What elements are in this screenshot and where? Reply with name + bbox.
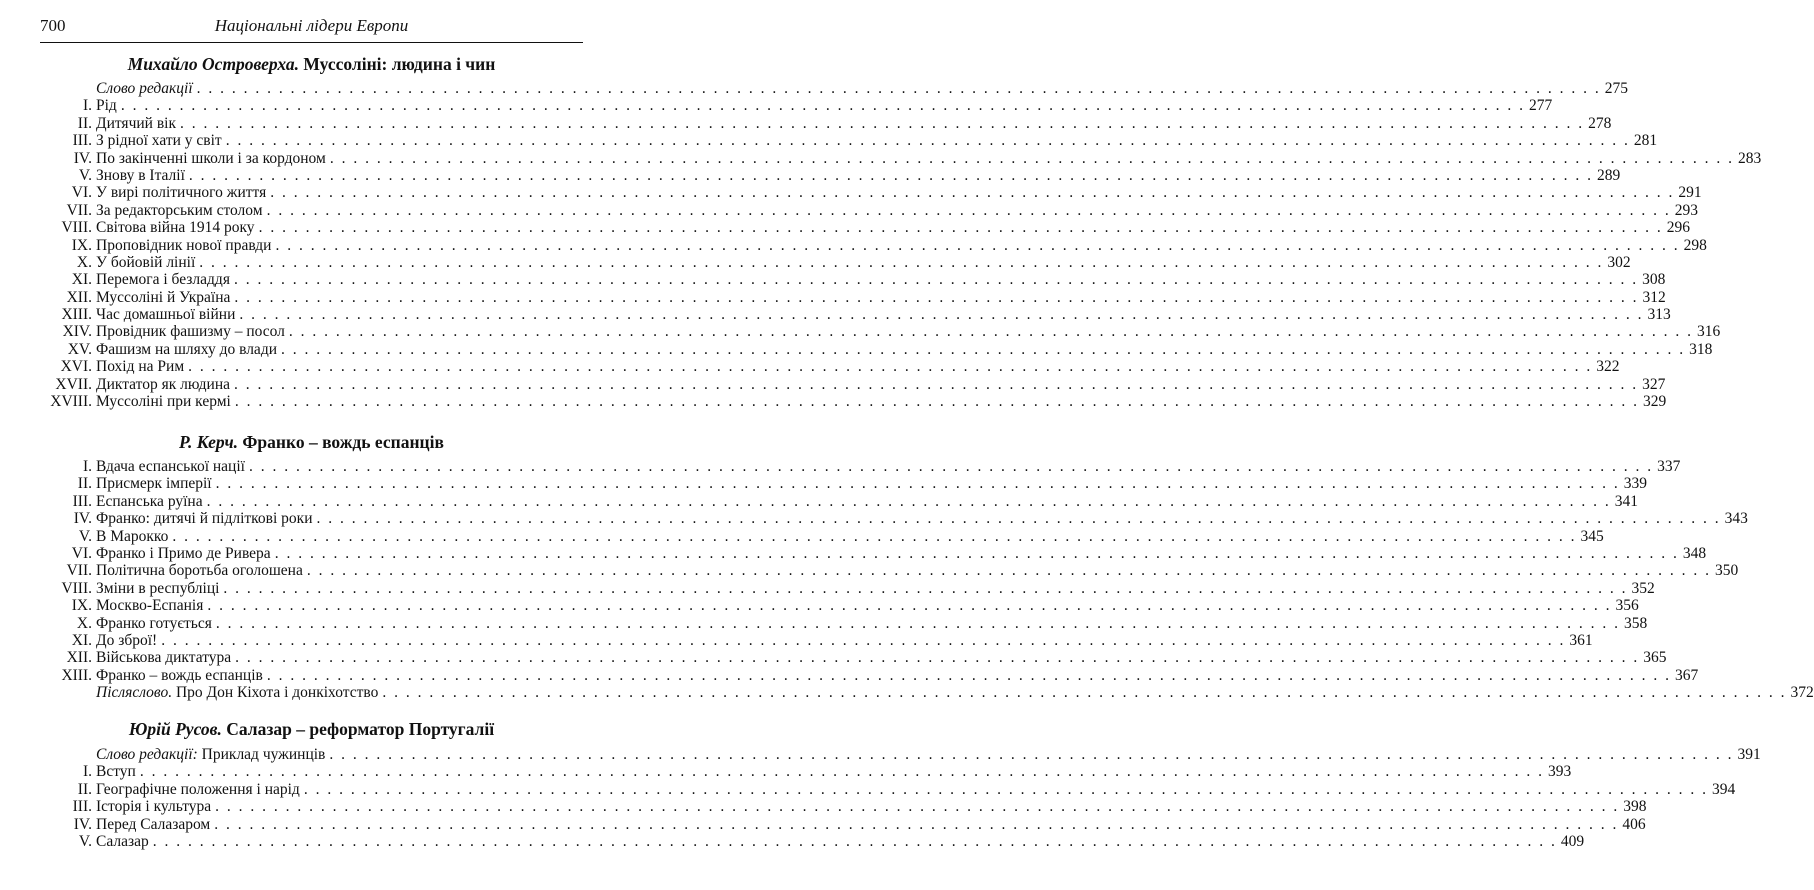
toc-entry-title [96,781,300,798]
toc-entry [40,184,1702,202]
toc-entry-text: Дитячий вік [96,114,176,132]
toc-page-number: 302 [1607,253,1631,271]
toc-entry-text: Муссоліні при кермі [96,393,231,411]
dot-leader: . . . . . . . . . . . . . . . . . . . . . . . . . . . . . . . . . . . . . . . . . . . . . . . . . . . . . . . . . . . . . . . . . . . . . . . . . . . . . . . . . . . . . . . . . . . . . . . . . . . . . . . . . . . . . . . . . . . . . . . . [258,219,1663,237]
toc-entry [40,510,1748,528]
toc-entry [40,579,1655,597]
toc-entry-title [96,597,203,614]
chapter-numeral: VIII. [61,219,92,237]
section-author: Юрій Русов. [128,719,222,739]
toc-entry-text: Перемога і безладдя [96,271,230,289]
toc-entry [40,219,1690,237]
toc-page-number: 329 [1642,393,1667,411]
chapter-numeral: IV. [73,815,92,833]
dot-leader: . . . . . . . . . . . . . . . . . . . . . . . . . . . . . . . . . . . . . . . . . . . . . . . . . . . . . . . . . . . . . . . . . . . . . . . . . . . . . . . . . . . . . . . . . . . . . . . . . . . . . . . . . . . . . . . . . . . . . . . . [274,544,1679,562]
chapter-numeral: V. [78,166,92,184]
toc-entry-text: Муссоліні й Україна [96,288,231,306]
chapter-numeral: VI. [71,184,92,202]
section-author: Михайло Островерха. [127,54,299,74]
toc-entry-text: У бойовій лінії [96,253,196,271]
toc-entry [40,544,1707,562]
dot-leader: . . . . . . . . . . . . . . . . . . . . . . . . . . . . . . . . . . . . . . . . . . . . . . . . . . . . . . . . . . . . . . . . . . . . . . . . . . . . . . . . . . . . . . . . . . . . . . . . . . . . . . . . . . . . . . . . . . . . . . . . [281,340,1686,358]
toc-entry [40,458,1681,475]
chapter-numeral: X. [76,253,92,271]
chapter-numeral: XIII. [61,306,92,324]
toc-entry [40,80,1629,97]
toc-entry [40,132,1658,150]
toc-entry-text: Франко: дитячі й підліткові роки [96,510,313,528]
toc-page-number: 341 [1614,492,1638,510]
toc-page-number: 350 [1714,562,1739,580]
toc-entry-title [96,493,203,510]
toc-entry [40,614,1648,632]
toc-page-number: 348 [1682,544,1707,562]
toc-entry-italic-prefix: Післяслово. [96,684,173,702]
toc-entry-title [96,475,212,492]
toc-entry-text: У вирі політичного життя [96,184,267,202]
dot-leader: . . . . . . . . . . . . . . . . . . . . . . . . . . . . . . . . . . . . . . . . . . . . . . . . . . . . . . . . . . . . . . . . . . . . . . . . . . . . . . . . . . . . . . . . . . . . . . . . . . . . . . . . . . . . . . . . . . . . . . . . [329,746,1734,763]
dot-leader: . . . . . . . . . . . . . . . . . . . . . . . . . . . . . . . . . . . . . . . . . . . . . . . . . . . . . . . . . . . . . . . . . . . . . . . . . . . . . . . . . . . . . . . . . . . . . . . . . . . . . . . . . . . . . . . . . . . . . . . . [188,358,1593,376]
chapter-numeral: XII. [66,649,92,667]
toc-entry-text: Присмерк імперії [96,475,212,493]
toc-page-number: 322 [1596,358,1620,376]
toc-entry-title [96,358,184,375]
toc-page-number: 345 [1580,527,1604,545]
section-author: Р. Керч. [179,432,238,452]
dot-leader: . . . . . . . . . . . . . . . . . . . . . . . . . . . . . . . . . . . . . . . . . . . . . . . . . . . . . . . . . . . . . . . . . . . . . . . . . . . . . . . . . . . . . . . . . . . . . . . . . . . . . . . . . . . . . . . . . . . . . . . . [120,97,1525,115]
toc-entry-title [96,393,231,410]
toc-entry-text: Провідник фашизму – посол [96,323,285,341]
toc-entry-title [96,545,271,562]
toc-page-number: 313 [1647,306,1671,324]
toc-entry-title [96,376,230,393]
toc-list [40,458,1814,702]
toc-entry-title [96,202,263,219]
dot-leader: . . . . . . . . . . . . . . . . . . . . . . . . . . . . . . . . . . . . . . . . . . . . . . . . . . . . . . . . . . . . . . . . . . . . . . . . . . . . . . . . . . . . . . . . . . . . . . . . . . . . . . . . . . . . . . . . . . . . . . . . [139,763,1544,781]
chapter-numeral: V. [78,527,92,545]
toc-entry-title [96,763,136,780]
toc-entry-italic-prefix: Слово редакції [96,80,193,97]
toc-entry-text: Похід на Рим [96,358,185,376]
toc-entry-text: Еспанська руїна [96,492,203,510]
toc-page-number: 367 [1674,666,1699,684]
toc-entry-title [96,746,325,763]
toc-entry-text: Франко – вождь еспанців [96,666,263,684]
toc-entry-title [96,684,378,701]
chapter-numeral: XVII. [55,375,92,393]
toc-page-number: 358 [1624,614,1648,632]
toc-entry-title [96,816,210,833]
toc-page-number: 337 [1657,458,1681,475]
dot-leader: . . . . . . . . . . . . . . . . . . . . . . . . . . . . . . . . . . . . . . . . . . . . . . . . . . . . . . . . . . . . . . . . . . . . . . . . . . . . . . . . . . . . . . . . . . . . . . . . . . . . . . . . . . . . . . . . . . . . . . . . [223,579,1628,597]
dot-leader: . . . . . . . . . . . . . . . . . . . . . . . . . . . . . . . . . . . . . . . . . . . . . . . . . . . . . . . . . . . . . . . . . . . . . . . . . . . . . . . . . . . . . . . . . . . . . . . . . . . . . . . . . . . . . . . . . . . . . . . . [275,236,1680,254]
dot-leader: . . . . . . . . . . . . . . . . . . . . . . . . . . . . . . . . . . . . . . . . . . . . . . . . . . . . . . . . . . . . . . . . . . . . . . . . . . . . . . . . . . . . . . . . . . . . . . . . . . . . . . . . . . . . . . . . . . . . . . . . [206,492,1611,510]
chapter-numeral: III. [72,132,92,150]
toc-entry-text: Франко і Примо де Ривера [96,544,271,562]
toc-page-number: 275 [1604,80,1629,97]
toc-entry-title [96,615,212,632]
chapter-numeral: I. [82,97,92,115]
toc-entry-text: Світова війна 1914 року [96,219,255,237]
chapter-numeral: IV. [73,149,92,167]
dot-leader: . . . . . . . . . . . . . . . . . . . . . . . . . . . . . . . . . . . . . . . . . . . . . . . . . . . . . . . . . . . . . . . . . . . . . . . . . . . . . . . . . . . . . . . . . . . . . . . . . . . . . . . . . . . . . . . . . . . . . . . . [188,166,1594,184]
toc-entry-title [96,323,285,340]
toc-entry-text: Москво-Еспанія [96,597,204,615]
toc-page-number: 409 [1560,832,1585,850]
toc-page-number: 356 [1615,597,1639,615]
toc-entry [40,832,1585,850]
toc-entry [40,393,1667,411]
toc-entry [40,475,1647,493]
dot-leader: . . . . . . . . . . . . . . . . . . . . . . . . . . . . . . . . . . . . . . . . . . . . . . . . . . . . . . . . . . . . . . . . . . . . . . . . . . . . . . . . . . . . . . . . . . . . . . . . . . . . . . . . . . . . . . . . . . . . . . . . [234,375,1639,393]
toc-entry [40,798,1647,816]
dot-leader: . . . . . . . . . . . . . . . . . . . . . . . . . . . . . . . . . . . . . . . . . . . . . . . . . . . . . . . . . . . . . . . . . . . . . . . . . . . . . . . . . . . . . . . . . . . . . . . . . . . . . . . . . . . . . . . . . . . . . . . . [199,253,1604,271]
section-work-title: Салазар – реформатор Португалії [226,719,495,739]
toc-page-number: 318 [1689,340,1713,358]
toc-entry [40,375,1666,393]
toc-entry-text: Час домашньої війни [96,306,236,324]
chapter-numeral: XI. [71,631,92,649]
chapter-numeral: XIII. [61,666,92,684]
toc-entry-text: Про Дон Кіхота і донкіхотство [172,684,379,702]
toc-entry [40,97,1553,115]
section-title [40,719,583,740]
section-work-title: Муссоліні: людина і чин [303,54,496,74]
toc-page-number: 365 [1643,649,1667,667]
chapter-numeral: VIII. [61,579,92,597]
toc-entry-text: Проповідник нової правди [96,236,272,254]
dot-leader: . . . . . . . . . . . . . . . . . . . . . . . . . . . . . . . . . . . . . . . . . . . . . . . . . . . . . . . . . . . . . . . . . . . . . . . . . . . . . . . . . . . . . . . . . . . . . . . . . . . . . . . . . . . . . . . . . . . . . . . . [239,306,1644,324]
toc-entry [40,666,1699,684]
dot-leader: . . . . . . . . . . . . . . . . . . . . . . . . . . . . . . . . . . . . . . . . . . . . . . . . . . . . . . . . . . . . . . . . . . . . . . . . . . . . . . . . . . . . . . . . . . . . . . . . . . . . . . . . . . . . . . . . . . . . . . . . [382,684,1787,702]
toc-page-number: 308 [1642,271,1666,289]
toc-entry [40,201,1698,219]
dot-leader: . . . . . . . . . . . . . . . . . . . . . . . . . . . . . . . . . . . . . . . . . . . . . . . . . . . . . . . . . . . . . . . . . . . . . . . . . . . . . . . . . . . . . . . . . . . . . . . . . . . . . . . . . . . . . . . . . . . . . . . . [306,562,1711,580]
toc-entry-text: Історія і культура [96,798,212,816]
toc-entry-title [96,341,277,358]
toc-entry-title [96,306,235,323]
chapter-numeral: XII. [66,288,92,306]
toc-page-number: 391 [1737,746,1761,763]
toc-entry-text: Салазар [96,832,149,850]
toc-entry-title [96,289,230,306]
toc-entry-text: Диктатор як людина [96,375,230,393]
toc-entry-title [96,97,117,114]
dot-leader: . . . . . . . . . . . . . . . . . . . . . . . . . . . . . . . . . . . . . . . . . . . . . . . . . . . . . . . . . . . . . . . . . . . . . . . . . . . . . . . . . . . . . . . . . . . . . . . . . . . . . . . . . . . . . . . . . . . . . . . . [161,631,1566,649]
toc-entry [40,340,1713,358]
toc-entry-text: По закінченні школи і за кордоном [96,149,326,167]
toc-entry-text: Рід [96,97,117,115]
toc-page-number: 343 [1724,510,1748,528]
chapter-numeral: V. [78,832,92,850]
chapter-numeral: XVIII. [50,393,92,411]
dot-leader: . . . . . . . . . . . . . . . . . . . . . . . . . . . . . . . . . . . . . . . . . . . . . . . . . . . . . . . . . . . . . . . . . . . . . . . . . . . . . . . . . . . . . . . . . . . . . . . . . . . . . . . . . . . . . . . . . . . . . . . . [215,475,1620,493]
chapter-numeral: II. [77,114,92,132]
toc-entry-title [96,562,303,579]
toc-entry [40,684,1814,702]
toc-entry-text: Вступ [96,763,136,781]
toc-entry [40,358,1620,376]
toc-entry [40,815,1646,833]
chapter-numeral: XIV. [62,323,92,341]
toc-page-number: 339 [1623,475,1647,493]
toc-entry-title [96,528,168,545]
toc-entry [40,492,1638,510]
toc-entry-text: Франко готується [96,614,212,632]
chapter-numeral: XVI. [60,358,92,376]
toc-list [40,80,1762,411]
toc-entry-italic-prefix: Слово редакції: [96,746,198,763]
dot-leader: . . . . . . . . . . . . . . . . . . . . . . . . . . . . . . . . . . . . . . . . . . . . . . . . . . . . . . . . . . . . . . . . . . . . . . . . . . . . . . . . . . . . . . . . . . . . . . . . . . . . . . . . . . . . . . . . . . . . . . . . [234,288,1639,306]
toc-entry [40,306,1671,324]
toc-entry-text: В Марокко [96,527,169,545]
page-header [40,16,583,43]
toc-page-number: 372 [1790,684,1814,702]
toc-page-number: 316 [1697,323,1721,341]
toc-entry-title [96,167,185,184]
dot-leader: . . . . . . . . . . . . . . . . . . . . . . . . . . . . . . . . . . . . . . . . . . . . . . . . . . . . . . . . . . . . . . . . . . . . . . . . . . . . . . . . . . . . . . . . . . . . . . . . . . . . . . . . . . . . . . . . . . . . . . . . [248,458,1654,475]
toc-entry-text: Фашизм на шляху до влади [96,340,277,358]
toc-entry-text: Географічне положення і нарід [96,780,300,798]
chapter-numeral: II. [77,780,92,798]
toc-entry-title [96,649,231,666]
toc-entry [40,763,1572,781]
toc-entry-title [96,632,157,649]
toc-page-number: 281 [1633,132,1658,150]
toc-page-number: 277 [1528,97,1553,115]
toc-page-number: 312 [1642,288,1666,306]
dot-leader: . . . . . . . . . . . . . . . . . . . . . . . . . . . . . . . . . . . . . . . . . . . . . . . . . . . . . . . . . . . . . . . . . . . . . . . . . . . . . . . . . . . . . . . . . . . . . . . . . . . . . . . . . . . . . . . . . . . . . . . . [329,149,1734,167]
chapter-numeral: IX. [71,236,92,254]
chapter-numeral: XV. [67,340,92,358]
toc-page-number: 393 [1547,763,1572,781]
dot-leader: . . . . . . . . . . . . . . . . . . . . . . . . . . . . . . . . . . . . . . . . . . . . . . . . . . . . . . . . . . . . . . . . . . . . . . . . . . . . . . . . . . . . . . . . . . . . . . . . . . . . . . . . . . . . . . . . . . . . . . . . [233,271,1639,289]
toc-entry [40,236,1707,254]
toc-entry-text: За редакторським столом [96,201,263,219]
toc-entry [40,166,1621,184]
dot-leader: . . . . . . . . . . . . . . . . . . . . . . . . . . . . . . . . . . . . . . . . . . . . . . . . . . . . . . . . . . . . . . . . . . . . . . . . . . . . . . . . . . . . . . . . . . . . . . . . . . . . . . . . . . . . . . . . . . . . . . . . [270,184,1675,202]
chapter-numeral: II. [77,475,92,493]
toc-entry-title [96,254,195,271]
toc-page-number: 278 [1588,114,1612,132]
toc-entry-text: Вдача еспанської нації [96,458,245,475]
chapter-numeral: XI. [71,271,92,289]
toc-entry-title [96,510,313,527]
toc-entry [40,746,1761,763]
dot-leader: . . . . . . . . . . . . . . . . . . . . . . . . . . . . . . . . . . . . . . . . . . . . . . . . . . . . . . . . . . . . . . . . . . . . . . . . . . . . . . . . . . . . . . . . . . . . . . . . . . . . . . . . . . . . . . . . . . . . . . . . [266,201,1671,219]
chapter-numeral: VII. [66,562,92,580]
toc-page-number: 406 [1622,815,1646,833]
dot-leader: . . . . . . . . . . . . . . . . . . . . . . . . . . . . . . . . . . . . . . . . . . . . . . . . . . . . . . . . . . . . . . . . . . . . . . . . . . . . . . . . . . . . . . . . . . . . . . . . . . . . . . . . . . . . . . . . . . . . . . . . [152,832,1557,850]
toc-entry-title [96,798,211,815]
chapter-numeral: IX. [71,597,92,615]
toc-page-number: 289 [1597,166,1621,184]
section-title [40,432,583,453]
toc-page-number: 361 [1569,631,1593,649]
running-title: Національні лідери Европи [214,16,409,35]
dot-leader: . . . . . . . . . . . . . . . . . . . . . . . . . . . . . . . . . . . . . . . . . . . . . . . . . . . . . . . . . . . . . . . . . . . . . . . . . . . . . . . . . . . . . . . . . . . . . . . . . . . . . . . . . . . . . . . . . . . . . . . . [214,815,1619,833]
toc-page-number: 291 [1678,184,1702,202]
toc-entry-text: До зброї! [96,631,158,649]
toc-entry-title [96,833,149,850]
toc-page-number: 352 [1631,579,1655,597]
toc-page-number: 398 [1623,798,1647,816]
toc-entry [40,562,1739,580]
dot-leader: . . . . . . . . . . . . . . . . . . . . . . . . . . . . . . . . . . . . . . . . . . . . . . . . . . . . . . . . . . . . . . . . . . . . . . . . . . . . . . . . . . . . . . . . . . . . . . . . . . . . . . . . . . . . . . . . . . . . . . . . [179,114,1585,132]
chapter-numeral: VI. [71,544,92,562]
toc-entry [40,253,1631,271]
chapter-numeral: X. [76,614,92,632]
toc-entry-title [96,237,271,254]
toc-entry-title [96,458,245,475]
toc-entry-title [96,219,255,236]
toc-entry-text: Знову в Італії [96,166,185,184]
toc-entry [40,323,1721,341]
toc-entry-text: Перед Салазаром [96,815,211,833]
toc-entry-title [96,580,219,597]
toc-entry [40,649,1667,667]
chapter-numeral: III. [72,492,92,510]
toc-entry [40,597,1639,615]
chapter-numeral: I. [82,458,92,475]
toc-entry [40,149,1762,167]
toc-entry-title [96,115,176,132]
toc-page-number: 283 [1737,149,1762,167]
section-title [40,54,583,75]
chapter-numeral: IV. [73,510,92,528]
dot-leader: . . . . . . . . . . . . . . . . . . . . . . . . . . . . . . . . . . . . . . . . . . . . . . . . . . . . . . . . . . . . . . . . . . . . . . . . . . . . . . . . . . . . . . . . . . . . . . . . . . . . . . . . . . . . . . . . . . . . . . . . [266,666,1671,684]
section-work-title: Франко – вождь еспанців [242,432,444,452]
toc-entry-text: Політична боротьба оголошена [96,562,303,580]
toc-entry [40,527,1604,545]
dot-leader: . . . . . . . . . . . . . . . . . . . . . . . . . . . . . . . . . . . . . . . . . . . . . . . . . . . . . . . . . . . . . . . . . . . . . . . . . . . . . . . . . . . . . . . . . . . . . . . . . . . . . . . . . . . . . . . . . . . . . . . . [288,323,1694,341]
toc-page-number: 293 [1674,201,1698,219]
chapter-numeral: VII. [66,201,92,219]
toc-entry [40,631,1593,649]
dot-leader: . . . . . . . . . . . . . . . . . . . . . . . . . . . . . . . . . . . . . . . . . . . . . . . . . . . . . . . . . . . . . . . . . . . . . . . . . . . . . . . . . . . . . . . . . . . . . . . . . . . . . . . . . . . . . . . . . . . . . . . . [234,393,1639,411]
toc-page-number: 394 [1711,780,1736,798]
toc-entry-text: З рідної хати у світ [96,132,222,150]
dot-leader: . . . . . . . . . . . . . . . . . . . . . . . . . . . . . . . . . . . . . . . . . . . . . . . . . . . . . . . . . . . . . . . . . . . . . . . . . . . . . . . . . . . . . . . . . . . . . . . . . . . . . . . . . . . . . . . . . . . . . . . . [225,132,1630,150]
toc-entry [40,288,1666,306]
dot-leader: . . . . . . . . . . . . . . . . . . . . . . . . . . . . . . . . . . . . . . . . . . . . . . . . . . . . . . . . . . . . . . . . . . . . . . . . . . . . . . . . . . . . . . . . . . . . . . . . . . . . . . . . . . . . . . . . . . . . . . . . [215,798,1620,816]
dot-leader: . . . . . . . . . . . . . . . . . . . . . . . . . . . . . . . . . . . . . . . . . . . . . . . . . . . . . . . . . . . . . . . . . . . . . . . . . . . . . . . . . . . . . . . . . . . . . . . . . . . . . . . . . . . . . . . . . . . . . . . . [303,780,1708,798]
toc-entry-text: Військова диктатура [96,649,232,667]
toc-entry [40,780,1736,798]
toc-entry [40,114,1612,132]
toc-entry-text: Зміни в республіці [96,579,220,597]
toc-entry-title [96,667,263,684]
page-number: 700 [40,16,66,35]
toc-entry-title [96,271,230,288]
dot-leader: . . . . . . . . . . . . . . . . . . . . . . . . . . . . . . . . . . . . . . . . . . . . . . . . . . . . . . . . . . . . . . . . . . . . . . . . . . . . . . . . . . . . . . . . . . . . . . . . . . . . . . . . . . . . . . . . . . . . . . . . [196,80,1601,97]
dot-leader: . . . . . . . . . . . . . . . . . . . . . . . . . . . . . . . . . . . . . . . . . . . . . . . . . . . . . . . . . . . . . . . . . . . . . . . . . . . . . . . . . . . . . . . . . . . . . . . . . . . . . . . . . . . . . . . . . . . . . . . . [316,510,1721,528]
dot-leader: . . . . . . . . . . . . . . . . . . . . . . . . . . . . . . . . . . . . . . . . . . . . . . . . . . . . . . . . . . . . . . . . . . . . . . . . . . . . . . . . . . . . . . . . . . . . . . . . . . . . . . . . . . . . . . . . . . . . . . . . [215,614,1621,632]
dot-leader: . . . . . . . . . . . . . . . . . . . . . . . . . . . . . . . . . . . . . . . . . . . . . . . . . . . . . . . . . . . . . . . . . . . . . . . . . . . . . . . . . . . . . . . . . . . . . . . . . . . . . . . . . . . . . . . . . . . . . . . . [235,649,1640,667]
toc-page-number: 298 [1683,236,1707,254]
toc-entry-title [96,184,266,201]
toc-entry-title [96,150,326,167]
toc-list [40,746,1761,850]
chapter-numeral: III. [72,798,92,816]
toc-page-number: 327 [1642,375,1666,393]
toc-entry-title [96,80,193,97]
chapter-numeral: I. [82,763,92,781]
toc-entry-text: Приклад чужинців [197,746,326,763]
toc-entry-title [96,132,222,149]
toc-page-number: 296 [1666,219,1690,237]
dot-leader: . . . . . . . . . . . . . . . . . . . . . . . . . . . . . . . . . . . . . . . . . . . . . . . . . . . . . . . . . . . . . . . . . . . . . . . . . . . . . . . . . . . . . . . . . . . . . . . . . . . . . . . . . . . . . . . . . . . . . . . . [207,597,1612,615]
dot-leader: . . . . . . . . . . . . . . . . . . . . . . . . . . . . . . . . . . . . . . . . . . . . . . . . . . . . . . . . . . . . . . . . . . . . . . . . . . . . . . . . . . . . . . . . . . . . . . . . . . . . . . . . . . . . . . . . . . . . . . . . [172,527,1577,545]
toc-entry [40,271,1666,289]
